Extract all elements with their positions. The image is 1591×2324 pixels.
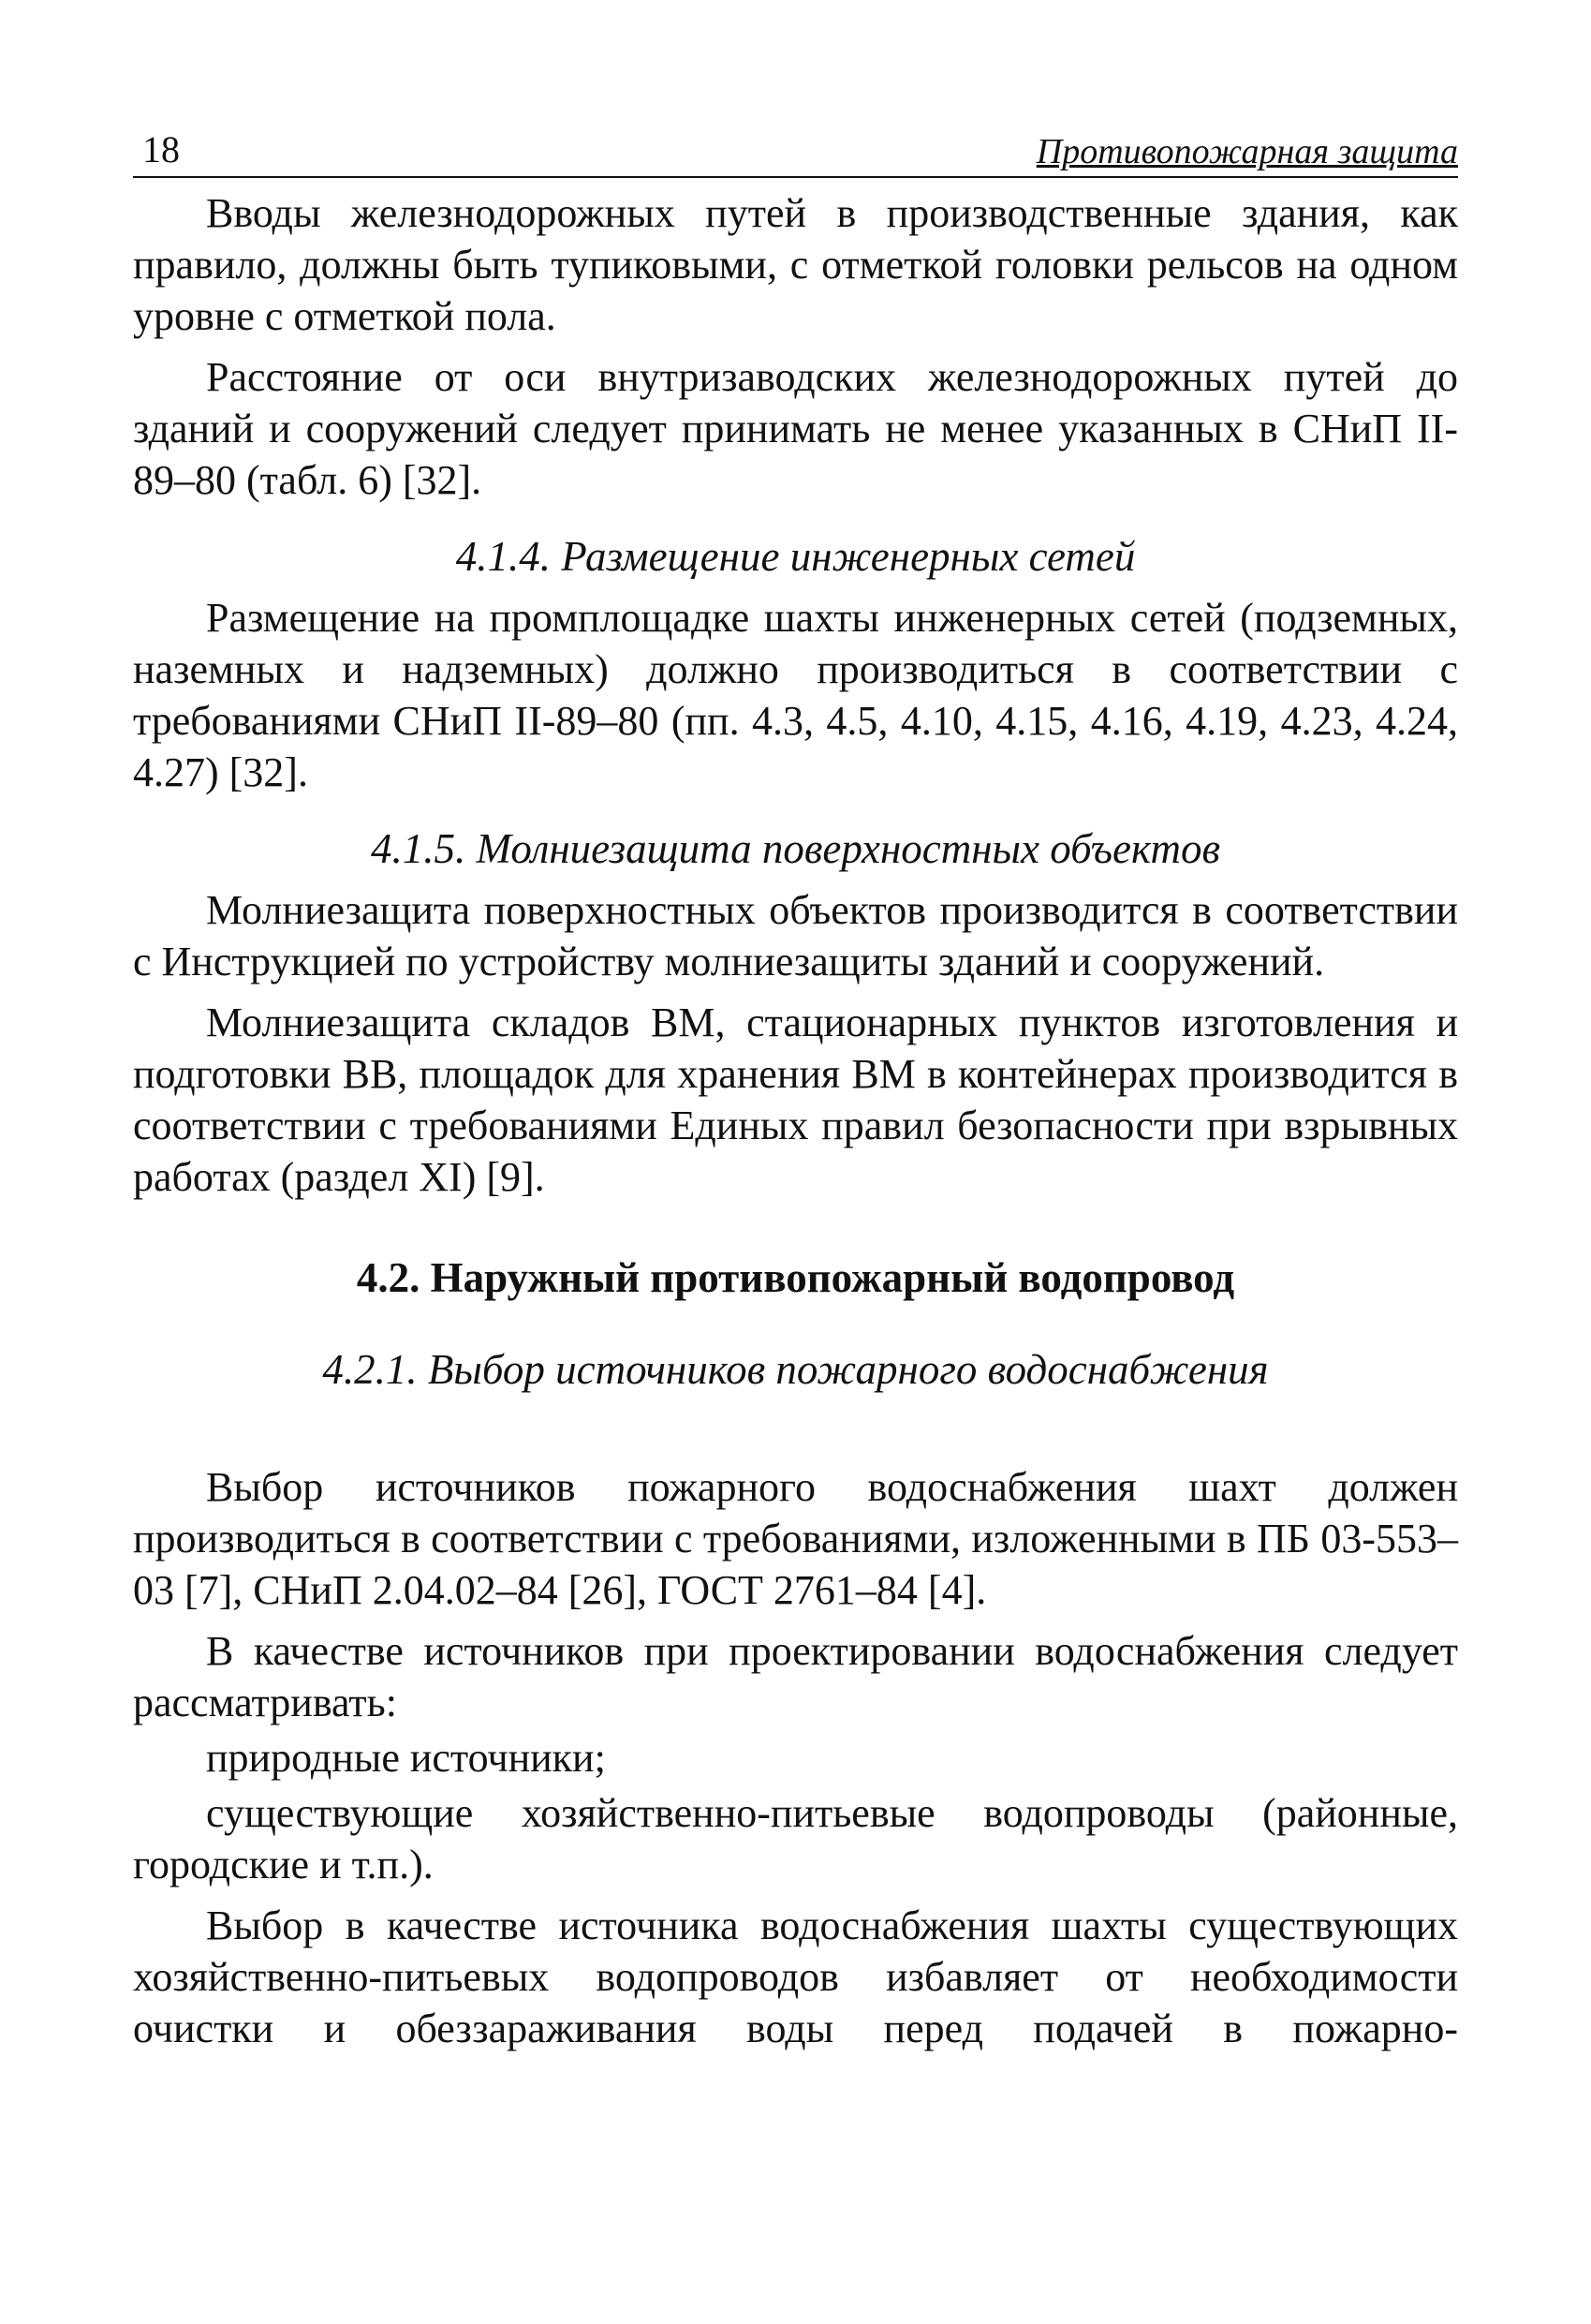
- paragraph-lightning-protection: Молниезащита поверхностных объектов производится в соответствии с Инструкцией по устройству молниезащиты зданий и сооружений.: [133, 887, 1458, 984]
- paragraph-existing-supply-benefits: Выбор в качестве источника водоснабжения шахты существующих хозяйственно-питьевых водопроводов избавляет от необходимости очистки и обеззараживания воды перед подачей в пожарно-: [133, 1902, 1458, 2051]
- list-item-existing-water-supply: существующие хозяйственно-питьевые водопроводы (районные, городские и т.п.).: [133, 1790, 1458, 1887]
- document-page: [133, 122, 1458, 2054]
- running-title: Противопожарная защита: [1036, 132, 1458, 171]
- paragraph-water-source-selection: Выбор источников пожарного водоснабжения шахт должен производиться в соответствии с требованиями, изложенными в ПБ 03-553–03 [7], СНиП 2.04.02–84 [26], ГОСТ 2761–84 [4].: [133, 1464, 1458, 1613]
- paragraph-sources-intro: В качестве источников при проектировании водоснабжения следует рассматривать:: [133, 1628, 1458, 1725]
- page-number: 18: [142, 128, 180, 170]
- running-header: [133, 122, 1458, 178]
- paragraph-utility-networks: Размещение на промплощадке шахты инженерных сетей (подземных, наземных и надземных) должно производиться в соответствии с требованиями СНиП II-89–80 (пп. 4.3, 4.5, 4.10, 4.15, 4.16, 4.19, 4.23, 4.24, 4.27) [32].: [133, 595, 1458, 795]
- paragraph-rail-distance: Расстояние от оси внутризаводских железнодорожных путей до зданий и сооружений следует принимать не менее указанных в СНиП II-89–80 (табл. 6) [32].: [133, 354, 1458, 503]
- section-heading-4-2: 4.2. Наружный противопожарный водопровод: [356, 1254, 1235, 1301]
- paragraph-rail-entries: Вводы железнодорожных путей в производственные здания, как правило, должны быть тупиковыми, с отметкой головки рельсов на одном уровне с отметкой пола.: [133, 190, 1458, 339]
- subsection-heading-4-1-4: 4.1.4. Размещение инженерных сетей: [455, 533, 1136, 580]
- subsection-heading-4-1-5: 4.1.5. Молниезащита поверхностных объектов: [370, 825, 1220, 872]
- list-item-natural-sources: природные источники;: [206, 1735, 606, 1781]
- subsection-heading-4-2-1: 4.2.1. Выбор источников пожарного водоснабжения: [322, 1346, 1269, 1393]
- paragraph-explosives-storage: Молниезащита складов ВМ, стационарных пунктов изготовления и подготовки ВВ, площадок для хранения ВМ в контейнерах производится в соответствии с требованиями Единых правил безопасности при взрывных работах (раздел XI) [9].: [133, 999, 1458, 1200]
